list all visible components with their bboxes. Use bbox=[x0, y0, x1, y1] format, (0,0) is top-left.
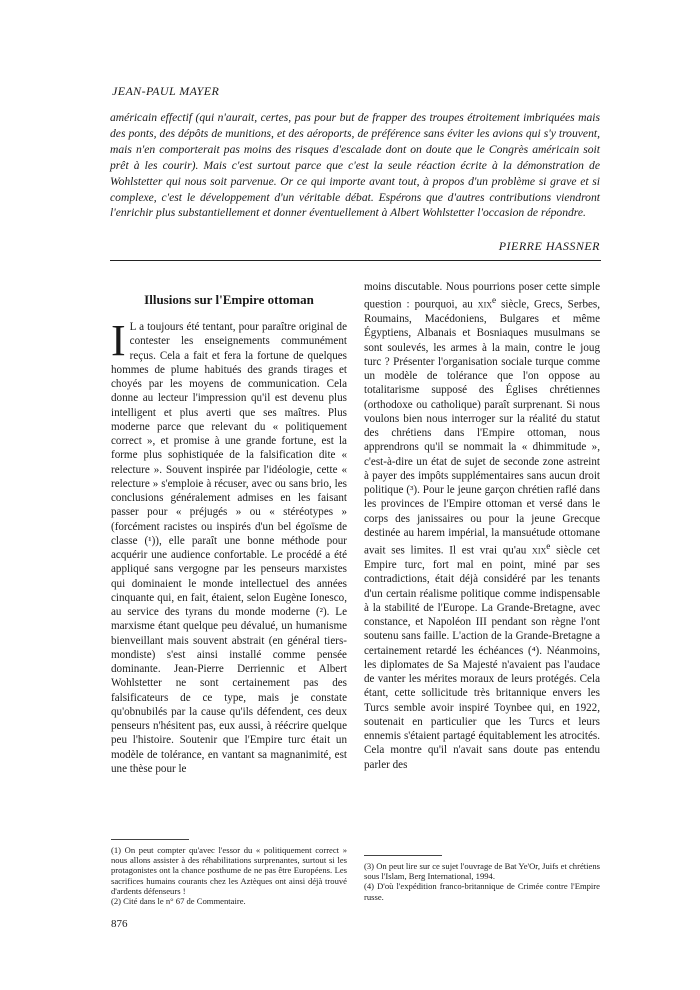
right-column-text bbox=[364, 280, 600, 772]
page-number: 876 bbox=[111, 918, 128, 930]
footnotes-left bbox=[111, 845, 347, 906]
footnote-rule bbox=[111, 839, 189, 840]
century-superscript: e bbox=[492, 296, 497, 307]
left-body: L a toujours été tentant, pour paraître original de contester les enseignements communément reçus. Cela a fait et fera la fortune de quelques hommes de plume habitués des grands tirages et choyés par les moyens de communication. Cela donne au lecteur l'impression qu'il est devenu plus intelligent et plus averti que ses maîtres. Plus moderne parce que relevant du « politiquement correct », et promise à une grande fortune, est la forme plus sophistiquée de la falsification dite « relecture ». Souvent inspirée par l'idéologie, cette « relecture » s'emploie à récuser, avec ou sans brio, les conclusions généralement admises en les faisant passer pour « préjugés » ou « stéréotypes » (forcément racistes ou inspirés d'un bel égoïsme de classe (¹)), elle paraît une bonne méthode pour acquérir une audience confortable. Le procédé a été appliqué sans vergogne par les penseurs marxistes qui dominaient le monde intellectuel des années cinquante qui, en fait, étaient, selon Eugène Ionesco, au service des tyrans du monde moderne (²). Le marxisme étant quelque peu dévalué, un humanisme bienveillant mais souvent abstrait (en général tiers-mondiste) s'est ainsi installé comme pensée dominante. Jean-Pierre Derriennic et Albert Wohlstetter ne sont certainement pas des falsificateurs de ce type, mais je constate qu'obnubilés par la cause qu'ils défendent, ces deux penseurs n'hésitent pas, eux aussi, à réécrire quelque peu l'histoire. Soutenir que l'Empire turc était un modèle de tolérance, en vantant sa magnanimité, est une thèse pour le bbox=[111, 321, 347, 775]
section-divider bbox=[110, 260, 601, 261]
running-head: JEAN-PAUL MAYER bbox=[112, 84, 220, 98]
century-numeral: xix bbox=[532, 544, 547, 557]
footnote: (4) D'où l'expédition franco-britannique de Crimée contre l'Empire russe. bbox=[364, 881, 600, 902]
left-column-text bbox=[111, 316, 347, 776]
footnotes-right bbox=[364, 861, 600, 902]
footnote: (2) Cité dans le n° 67 de Commentaire. bbox=[111, 896, 246, 907]
article-title: Illusions sur l'Empire ottoman bbox=[144, 292, 314, 307]
article-left-column bbox=[111, 292, 347, 776]
right-text-part-2: siècle, Grecs, Serbes, Roumains, Macédoniens, Bulgares et même Égyptiens, Albanais et Bosniaques musulmans se sont soulevés, les armes à la main, contre le joug turc ? Présenter l'organisation sociale turque comme un modèle de tolérance que l'on oppose au totalitarisme supposé des Églises chrétiennes (orthodoxe ou catholique) paraît surprenant. Si nous voulons bien nous interroger sur la réalité du statut des chrétiens dans l'Empire ottoman, nous apprendrons qu'il se nommait la « dhimmitude », c'est-à-dire un état de sujet de seconde zone astreint à payer des impôts supplémentaires sans aucun droit politique (³). Pour le jeune garçon chrétien raflé dans les provinces de l'Empire ottoman et versé dans le corps des janissaires ou pour la jeune Grecque destinée au harem impérial, la mansuétude ottomane avait ses limites. Il est vrai qu'au bbox=[364, 298, 601, 557]
closing-paragraph: américain effectif (qui n'aurait, certes, pas pour but de frapper des troupes étroitement imbriquées mais des ponts, des dépôts de munitions, et des aéroports, de préférence sans éviter les avions qui s'y trouvent, mais n'en comporterait pas moins des risques d'escalade dont on doute que le Congrès américain soit prêt à les courir). Mais c'est surtout parce que c'est la seule réaction écrite à la démonstration de Wohlstetter qui nous soit parvenue. Or ce qui importe avant tout, à propos d'un problème si grave et si complexe, c'est le développement d'un véritable débat. Espérons que d'autres contributions viendront l'enrichir plus substantiellement et donner éventuellement à Albert Wohlstetter l'occasion de répondre. bbox=[110, 111, 600, 220]
century-superscript: e bbox=[546, 542, 551, 553]
drop-cap: I bbox=[111, 316, 126, 365]
author-signature: PIERRE HASSNER bbox=[498, 239, 600, 253]
century-numeral: xix bbox=[477, 298, 493, 311]
right-text-part-3: siècle cet Empire turc, fort mal en point, miné par ses contradictions, était déjà considéré par les tenants d'un certain réalisme politique comme indispensable à la stabilité de l'Europe. La Grande-Bretagne, avec constance, et Napoléon III pendant son règne l'ont soutenu sans faille. L'action de la Grande-Bretagne a certainement retardé les échéances (⁴). Néanmoins, les diplomates de Sa Majesté n'avaient pas l'audace de vanter les mérites moraux de leurs protégés. Cela étant, cette sollicitude très britannique envers les Turcs semble avoir inspiré Toynbee qui, en 1922, soutenait en particulier que les Turcs et leurs ennemis s'étaient partagé équitablement les atrocités. Cela montre qu'il n'avait sans doute pas entendu parler des bbox=[364, 544, 600, 771]
footnote-rule bbox=[364, 855, 442, 856]
footnote: (3) On peut lire sur ce sujet l'ouvrage de Bat Ye'Or, Juifs et chrétiens sous l'Islam, Berg International, 1994. bbox=[364, 861, 600, 882]
article-right-column bbox=[364, 280, 600, 772]
footnote: (1) On peut compter qu'avec l'essor du « politiquement correct » nous allons assister à des réhabilitations surprenantes, surtout si les protagonistes ont la chance posthume de ne pas être Européens. Les sacrifices humains courants chez les Aztèques ont ainsi déjà trouvé d'ardents défenseurs ! bbox=[111, 845, 347, 896]
right-text-part-1: moins discutable. Nous pourrions poser cette simple question : pourquoi, au bbox=[364, 281, 600, 311]
